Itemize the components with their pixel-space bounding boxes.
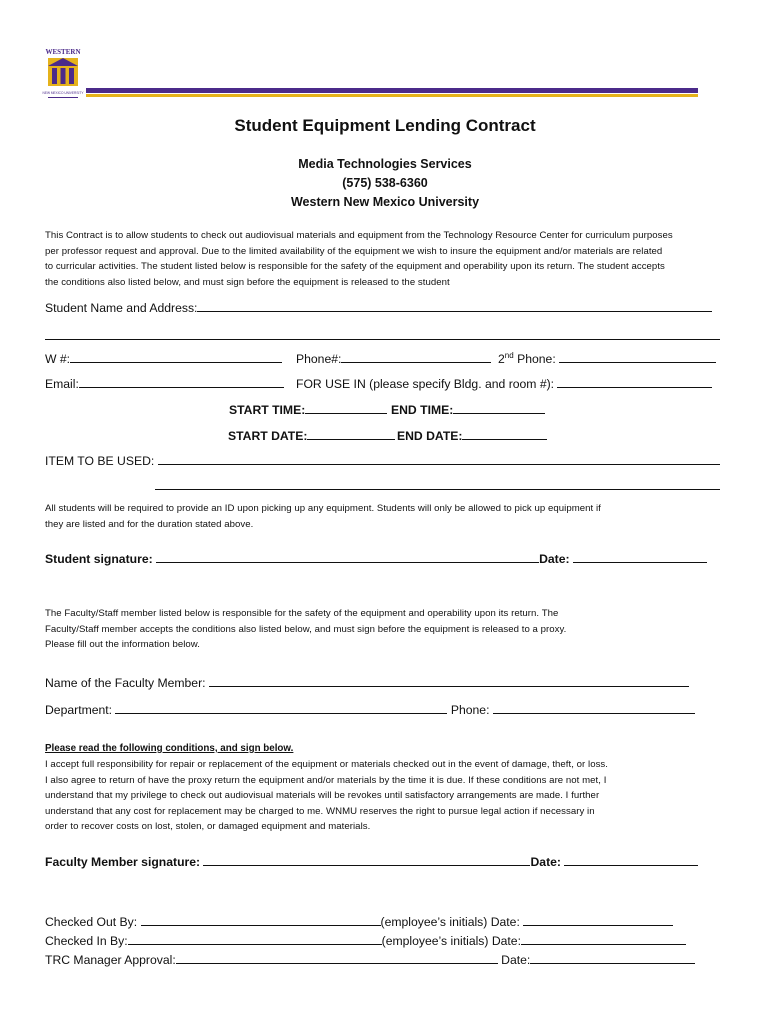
faculty-name-line[interactable] — [209, 675, 689, 687]
faculty-phone-label: Phone: — [450, 703, 490, 717]
org-dept: Media Technologies Services — [298, 157, 472, 171]
department-label: Department: — [45, 703, 113, 717]
student-name-label: Student Name and Address: — [45, 301, 198, 315]
initials-label: (employee’s initials) — [381, 934, 489, 948]
header-bar-purple — [86, 88, 698, 93]
start-time-line[interactable] — [305, 402, 387, 414]
conditions-paragraph — [45, 757, 725, 835]
manager-approval-field[interactable] — [45, 952, 695, 967]
start-date-line[interactable] — [307, 428, 395, 440]
faculty-signature-line[interactable] — [203, 854, 530, 866]
item-label: ITEM TO BE USED: — [45, 454, 155, 468]
student-signature-label: Student signature: — [45, 552, 153, 566]
checked-in-date-line[interactable] — [521, 933, 686, 945]
manager-date-label: Date: — [501, 953, 531, 967]
university-logo — [42, 46, 84, 102]
manager-approval-line[interactable] — [176, 952, 498, 964]
intro-line: the conditions also listed below, and must sign before the equipment is released to the student — [45, 276, 450, 288]
conditions-heading: Please read the following conditions, and sign below. — [45, 743, 294, 754]
second-phone-label: Phone: — [513, 352, 556, 367]
intro-paragraph — [45, 228, 725, 290]
checked-out-date-line[interactable] — [523, 914, 673, 926]
w-number-label: W #: — [45, 352, 71, 366]
end-date-label: END DATE: — [397, 429, 463, 443]
checked-in-field[interactable] — [45, 933, 686, 948]
page-title: Student Equipment Lending Contract — [234, 116, 536, 135]
initials-label: (employee’s initials) — [380, 915, 488, 929]
student-signature-line[interactable] — [156, 551, 539, 563]
faculty-name-label: Name of the Faculty Member: — [45, 676, 206, 690]
org-phone: (575) 538-6360 — [342, 176, 428, 190]
student-date-line[interactable] — [573, 551, 707, 563]
second-phone-prefix: 2 — [498, 352, 505, 367]
second-phone-line[interactable] — [559, 351, 716, 363]
student-name-field[interactable] — [45, 300, 712, 315]
manager-date-line[interactable] — [530, 952, 695, 964]
manager-approval-label: TRC Manager Approval: — [45, 953, 176, 967]
end-time-line[interactable] — [453, 402, 545, 414]
logo-text: WESTERN — [45, 48, 81, 56]
checked-in-date-label: Date: — [491, 934, 521, 948]
end-date-line[interactable] — [462, 428, 547, 440]
id-line: All students will be required to provide an ID upon picking up any equipment. Students will only be allowed to pick up equipment if — [45, 503, 601, 514]
condition-line: I accept full responsibility for repair or replacement of the equipment or materials checked out in the event of damage, theft, or loss. — [45, 759, 608, 770]
checked-in-label: Checked In By: — [45, 934, 128, 948]
phone-field[interactable] — [296, 351, 491, 366]
for-use-line[interactable] — [557, 376, 712, 388]
faculty-date-label: Date: — [530, 855, 561, 869]
faculty-paragraph — [45, 606, 725, 653]
checked-out-line[interactable] — [141, 914, 381, 926]
student-address-line[interactable] — [45, 339, 720, 340]
checked-out-date-label: Date: — [490, 915, 520, 929]
phone-label: Phone#: — [296, 352, 342, 366]
student-signature-field[interactable] — [45, 551, 707, 566]
end-time-label: END TIME: — [391, 403, 454, 417]
department-field[interactable] — [45, 702, 695, 717]
second-phone-sup: nd — [504, 351, 514, 360]
start-date-field[interactable] — [228, 428, 395, 443]
email-field[interactable] — [45, 376, 284, 391]
w-number-field[interactable] — [45, 351, 282, 366]
condition-line: understand that my privilege to check out audiovisual materials will be revokes until satisfactory arrangements are made. I further — [45, 790, 600, 801]
faculty-name-field[interactable] — [45, 675, 689, 690]
intro-line: to curricular activities. The student listed below is responsible for the safety of the equipment and operability upon its return. The student accepts — [45, 261, 665, 272]
org-university: Western New Mexico University — [290, 195, 480, 209]
id-paragraph — [45, 501, 725, 532]
item-field[interactable] — [45, 453, 720, 468]
checked-out-label: Checked Out By: — [45, 915, 138, 929]
start-time-label: START TIME: — [229, 403, 306, 417]
faculty-date-line[interactable] — [564, 854, 698, 866]
for-use-field[interactable] — [296, 376, 712, 391]
condition-line: order to recover costs on lost, stolen, or damaged equipment and materials. — [45, 821, 371, 832]
start-time-field[interactable] — [229, 402, 387, 417]
end-date-field[interactable] — [397, 428, 547, 443]
faculty-line: Faculty/Staff member accepts the conditions also listed below, and must sign before the equipment is released to a proxy. — [45, 623, 567, 635]
department-line[interactable] — [115, 702, 447, 714]
end-time-field[interactable] — [391, 402, 545, 417]
for-use-label: FOR USE IN (please specify Bldg. and room #): — [296, 377, 555, 391]
student-date-label: Date: — [539, 552, 570, 566]
student-name-line[interactable] — [197, 300, 712, 312]
email-label: Email: — [45, 377, 79, 391]
id-line: they are listed and for the duration stated above. — [45, 518, 254, 530]
w-number-line[interactable] — [70, 351, 282, 363]
intro-line: This Contract is to allow students to check out audiovisual materials and equipment from the Technology Resource Center for curriculum purposes — [45, 230, 673, 241]
item-line-2[interactable] — [155, 489, 720, 490]
intro-line: per professor request and approval. Due to the limited availability of the equipment we wish to insure the equipment and/or materials are related — [45, 245, 663, 257]
second-phone-field[interactable] — [498, 351, 716, 366]
start-date-label: START DATE: — [228, 429, 308, 443]
faculty-phone-line[interactable] — [493, 702, 695, 714]
checked-in-line[interactable] — [128, 933, 382, 945]
header-bar-gold — [86, 94, 698, 97]
faculty-line: The Faculty/Staff member listed below is responsible for the safety of the equipment and operability upon its return. The — [45, 608, 559, 619]
checked-out-field[interactable] — [45, 914, 673, 929]
item-line[interactable] — [158, 453, 720, 465]
condition-line: I also agree to return of have the proxy return the equipment and/or materials by the time it is due. If these conditions are not met, I — [45, 774, 607, 786]
faculty-line: Please fill out the information below. — [45, 639, 200, 650]
email-line[interactable] — [79, 376, 284, 388]
faculty-signature-field[interactable] — [45, 854, 698, 869]
faculty-signature-label: Faculty Member signature: — [45, 855, 201, 869]
phone-line[interactable] — [341, 351, 491, 363]
logo-subtext: NEW MEXICO UNIVERSITY — [42, 91, 84, 95]
condition-line: understand that any cost for replacement may be charged to me. WNMU reserves the right to pursue legal action if necessary in — [45, 805, 595, 817]
